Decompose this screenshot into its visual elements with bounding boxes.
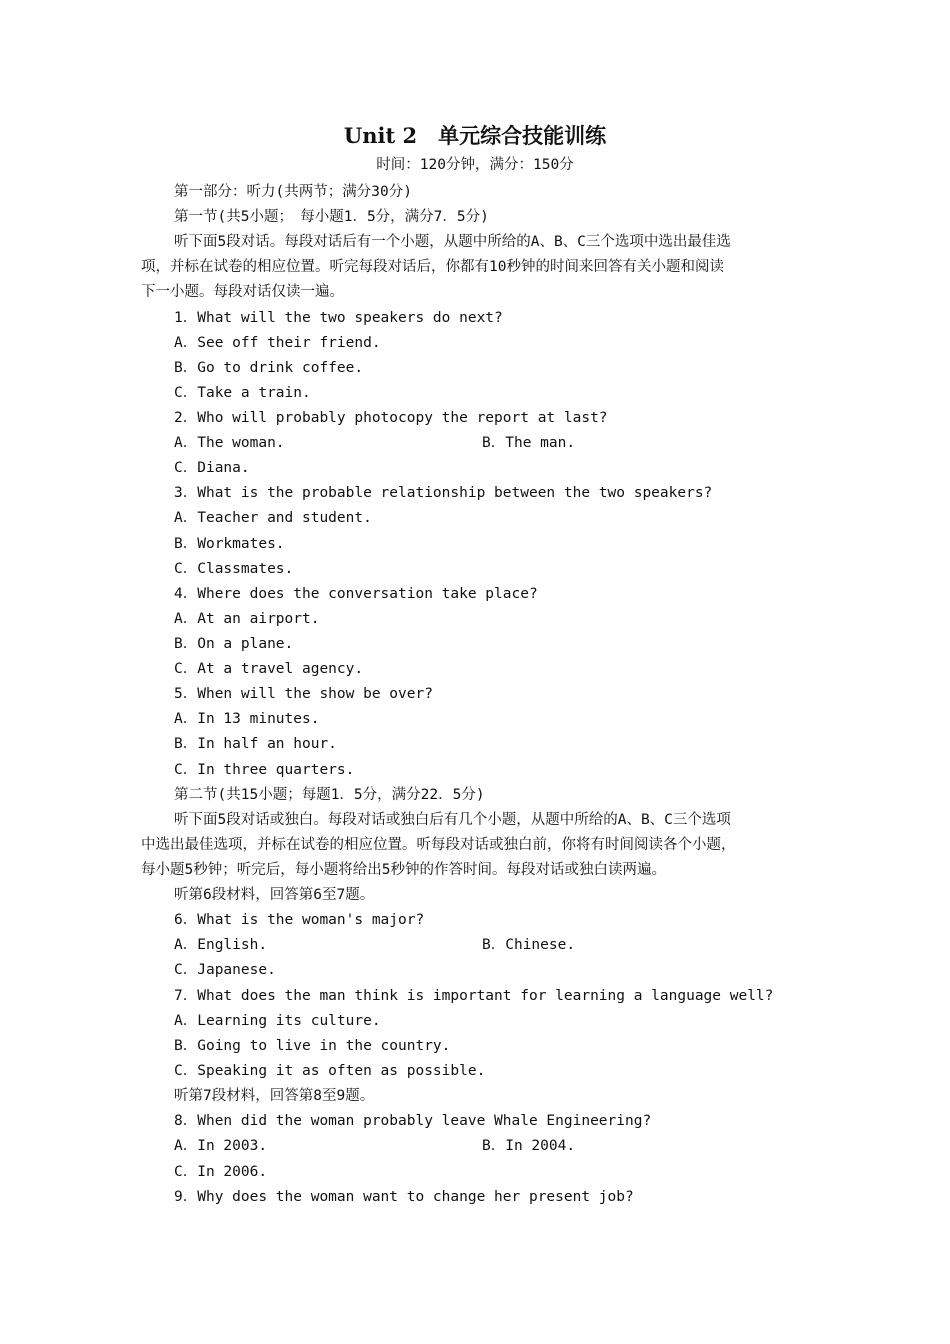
page-title: Unit 2 单元综合技能训练	[343, 123, 607, 148]
question-1-option-c: C．Take a train.	[174, 385, 311, 401]
question-7-option-b: B．Going to live in the country.	[174, 1038, 451, 1054]
question-5-option-a: A．In 13 minutes.	[174, 711, 320, 727]
question-8-option-c: C．In 2006.	[174, 1164, 268, 1180]
question-4-option-a: A．At an airport.	[174, 611, 320, 627]
question-4-option-b: B．On a plane.	[174, 636, 294, 652]
question-8-option-b: B．In 2004.	[482, 1138, 576, 1154]
question-7-option-c: C．Speaking it as often as possible.	[174, 1063, 486, 1079]
section1-heading: 第一节(共5小题； 每小题1．5分，满分7．5分)	[174, 209, 489, 225]
question-8-stem: 8．When did the woman probably leave Whale Engineering?	[174, 1113, 652, 1129]
question-2-option-c: C．Diana.	[174, 460, 250, 476]
question-5-option-c: C．In three quarters.	[174, 762, 355, 778]
section1-instructions-line: 项，并标在试卷的相应位置。听完每段对话后，你都有10秒钟的时间来回答有关小题和阅读	[141, 259, 724, 275]
question-4-option-c: C．At a travel agency.	[174, 661, 364, 677]
time-info: 时间：120分钟，满分：150分	[376, 157, 574, 173]
question-7-option-a: A．Learning its culture.	[174, 1013, 381, 1029]
question-6-stem: 6．What is the woman's major?	[174, 912, 425, 928]
question-2-option-a: A．The woman.	[174, 435, 285, 451]
material-7-note: 听第7段材料，回答第8至9题。	[174, 1088, 375, 1104]
question-3-option-c: C．Classmates.	[174, 561, 294, 577]
question-5-stem: 5．When will the show be over?	[174, 686, 433, 702]
question-6-option-a: A．English.	[174, 937, 268, 953]
question-2-stem: 2．Who will probably photocopy the report at last?	[174, 410, 608, 426]
part1-heading: 第一部分：听力(共两节；满分30分)	[174, 184, 412, 200]
question-6-option-c: C．Japanese.	[174, 962, 276, 978]
section2-heading: 第二节(共15小题；每题1．5分，满分22．5分)	[174, 787, 485, 803]
question-3-option-b: B．Workmates.	[174, 536, 285, 552]
question-1-option-b: B．Go to drink coffee.	[174, 360, 364, 376]
question-3-option-a: A．Teacher and student.	[174, 510, 372, 526]
material-6-note: 听第6段材料，回答第6至7题。	[174, 887, 375, 903]
question-7-stem: 7．What does the man think is important for learning a language well?	[174, 988, 774, 1004]
question-9-stem: 9．Why does the woman want to change her present job?	[174, 1189, 634, 1205]
section1-instructions-line: 听下面5段对话。每段对话后有一个小题，从题中所给的A、B、C三个选项中选出最佳选	[174, 234, 731, 250]
section1-instructions-line: 下一小题。每段对话仅读一遍。	[141, 284, 344, 300]
question-2-option-b: B．The man.	[482, 435, 576, 451]
question-6-option-b: B．Chinese.	[482, 937, 576, 953]
question-3-stem: 3．What is the probable relationship between the two speakers?	[174, 485, 713, 501]
question-4-stem: 4．Where does the conversation take place?	[174, 586, 538, 602]
section2-instructions-line: 每小题5秒钟；听完后，每小题将给出5秒钟的作答时间。每段对话或独白读两遍。	[141, 862, 666, 878]
question-8-option-a: A．In 2003.	[174, 1138, 268, 1154]
question-5-option-b: B．In half an hour.	[174, 736, 337, 752]
question-1-stem: 1．What will the two speakers do next?	[174, 310, 503, 326]
section2-instructions-line: 中选出最佳选项，并标在试卷的相应位置。听每段对话或独白前，你将有时间阅读各个小题，	[141, 837, 736, 853]
section2-instructions-line: 听下面5段对话或独白。每段对话或独白后有几个小题，从题中所给的A、B、C三个选项	[174, 812, 731, 828]
question-1-option-a: A．See off their friend.	[174, 335, 381, 351]
